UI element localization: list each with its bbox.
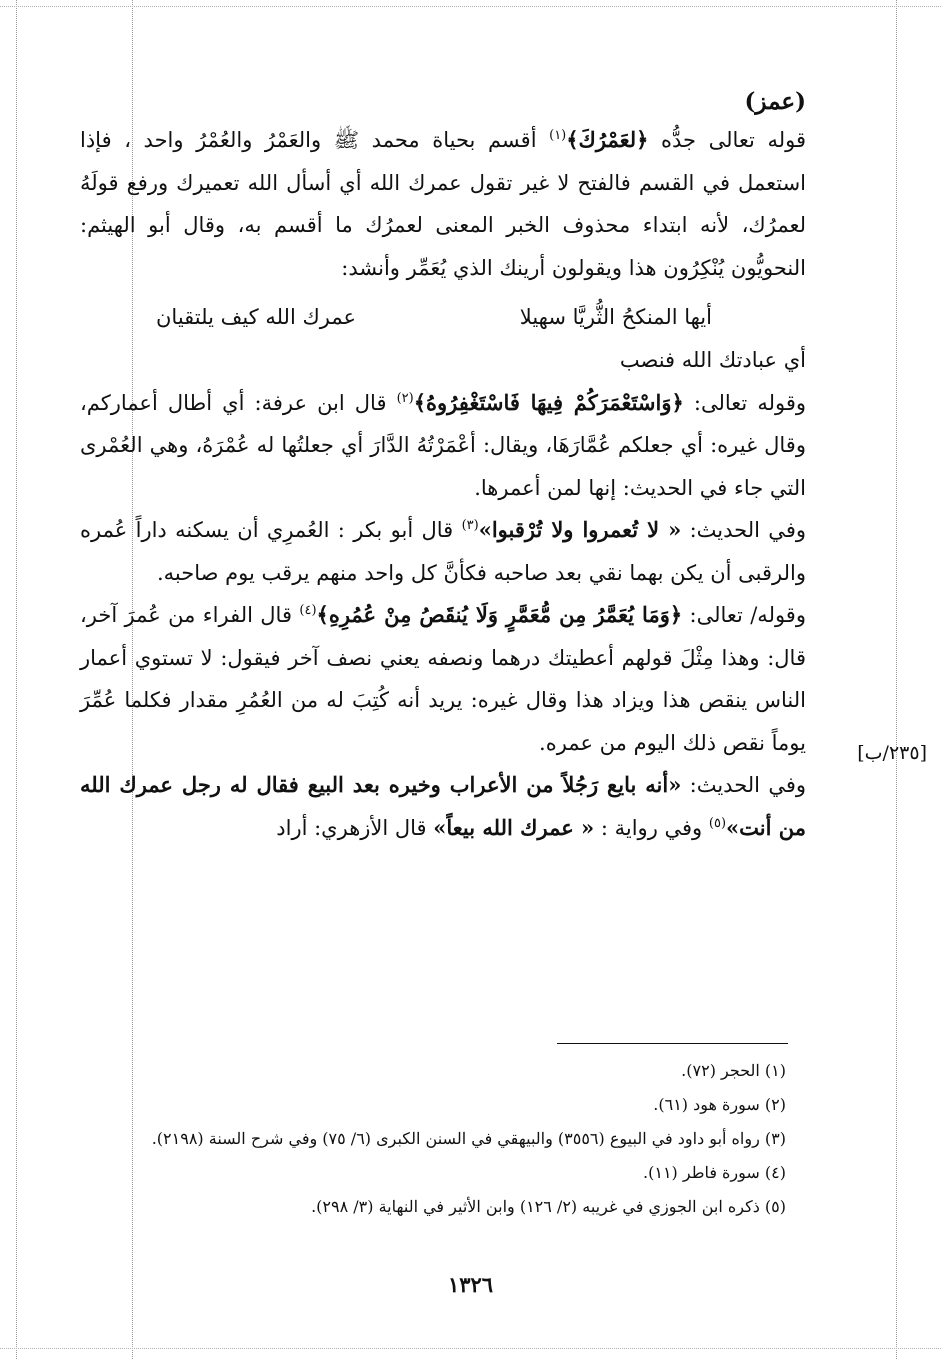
verse-first-hemistich: أيها المنكحُ الثُّريَّا سهيلا <box>519 305 712 329</box>
paragraph <box>80 339 806 382</box>
footnote: (٤) سورة فاطر (١١). <box>643 1163 786 1182</box>
entry-heading: (عمز) <box>744 88 806 115</box>
quran-quote: ﴿وَاسْتَعْمَرَكُمْ فِيهَا فَاسْتَغْفِرُوهُ﴾ <box>413 389 684 415</box>
page-number: ١٣٢٦ <box>447 1272 494 1297</box>
footnote-ref: (٤) <box>299 603 317 618</box>
manuscript-folio-marker: [٢٣٥/ب] <box>857 742 927 764</box>
text: أي عبادتك الله فنصب <box>619 348 806 372</box>
footnote-ref: (٣) <box>461 518 479 533</box>
footnotes <box>80 1054 786 1224</box>
footnote-ref: (١) <box>549 128 567 143</box>
quran-quote: ﴿وَمَا يُعَمَّرُ مِن مُّعَمَّرٍ وَلَا يُنقَصُ مِنْ عُمُرِهِ﴾ <box>316 602 683 627</box>
paragraph <box>80 382 806 510</box>
footnote: (١) الحجر (٧٢). <box>681 1061 786 1080</box>
poem-verse <box>156 295 712 339</box>
text: وفي الحديث: <box>681 773 806 797</box>
main-text <box>80 88 806 849</box>
text: قال ابن عرفة: أي أطال أعماركم، وقال غيره: أي جعلكم عُمَّارَهَا، ويقال: أعْمَرْتُهُ الدَّارَ أي جعلتُها له عُمْرَهُ، وهي العُمْرى التي جاء في الحديث: إنها لمن أعمرها. <box>80 390 806 500</box>
text: قال أبو بكر : العُمرِي أن يسكنه داراً عُمره والرقبى أن يكن بهما نقي بعد صاحبه فكأنَّ كل واحد منهم يرقب يوم صاحبه. <box>80 518 806 585</box>
text: وفي رواية : <box>594 815 709 840</box>
footnote: (٣) رواه أبو داود في البيوع (٣٥٥٦) والبيهقي في السنن الكبرى (٦/ ٧٥) وفي شرح السنة (٢١٩٨). <box>151 1129 786 1148</box>
footnote-divider <box>557 1043 788 1044</box>
footnote: (٢) سورة هود (٦١). <box>653 1095 786 1114</box>
footnote-ref: (٢) <box>396 390 414 406</box>
paragraph <box>80 509 806 594</box>
quran-quote: ﴿لعَمْرُكَ﴾ <box>566 127 649 152</box>
top-edge-line <box>0 6 941 7</box>
text: وفي الحديث: <box>681 518 806 542</box>
text: وقوله/ تعالى: <box>682 603 806 627</box>
text: قوله تعالى جدُّه <box>648 128 806 152</box>
footnote-ref: (٥) <box>708 815 727 831</box>
bottom-edge-line <box>0 1348 941 1349</box>
paragraph <box>80 119 806 289</box>
text: قال الأزهري: أراد <box>276 815 434 840</box>
hadith-quote: « عمرك الله بيعاً» <box>433 814 595 840</box>
verse-second-hemistich: عمرك الله كيف يلتقيان <box>156 305 357 329</box>
paragraph <box>80 764 806 849</box>
text: أقسم بحياة محمد ﷺ والعَمْرُ والعُمْرُ واحد ، فإذا استعمل في القسم فالفتح لا غير تقول عمرك الله أي أسأل الله تعميرك ورفع قولَهُ لعمرُك، لأنه ابتداء محذوف الخبر المعنى لعمرُك ما أقسم به، وقال أبو الهيثم: النحويُّون يُنْكِرُون هذا ويقولون أرينك الذي يُعَمِّر وأنشد: <box>80 128 806 280</box>
hadith-quote: « لا تُعمروا ولا تُرْقبوا» <box>478 517 682 542</box>
paragraph <box>80 594 806 764</box>
text: وقوله تعالى: <box>683 390 806 415</box>
hadith-quote: «أنه بايع رَجُلاً من الأعراب وخيره بعد البيع فقال له رجل عمرك الله من أنت» <box>80 772 806 840</box>
right-guide-line <box>896 0 897 1359</box>
footnote: (٥) ذكره ابن الجوزي في غريبه (٢/ ١٢٦) وابن الأثير في النهاية (٣/ ٢٩٨). <box>311 1197 786 1216</box>
text: قال الفراء من عُمرَ آخر، قال: وهذا مِثْلَ قولهم أعطيتك درهما ونصفه يعني نصف آخر فيقول: لا تستوي أعمار الناس ينقص هذا ويزاد هذا وقال غيره: يريد أنه كُتِبَ له من العُمُرِ مقدار فكلما عُمِّرَ يوماً نقص ذلك اليوم من عمره. <box>80 603 806 755</box>
left-guide-line <box>16 0 17 1359</box>
